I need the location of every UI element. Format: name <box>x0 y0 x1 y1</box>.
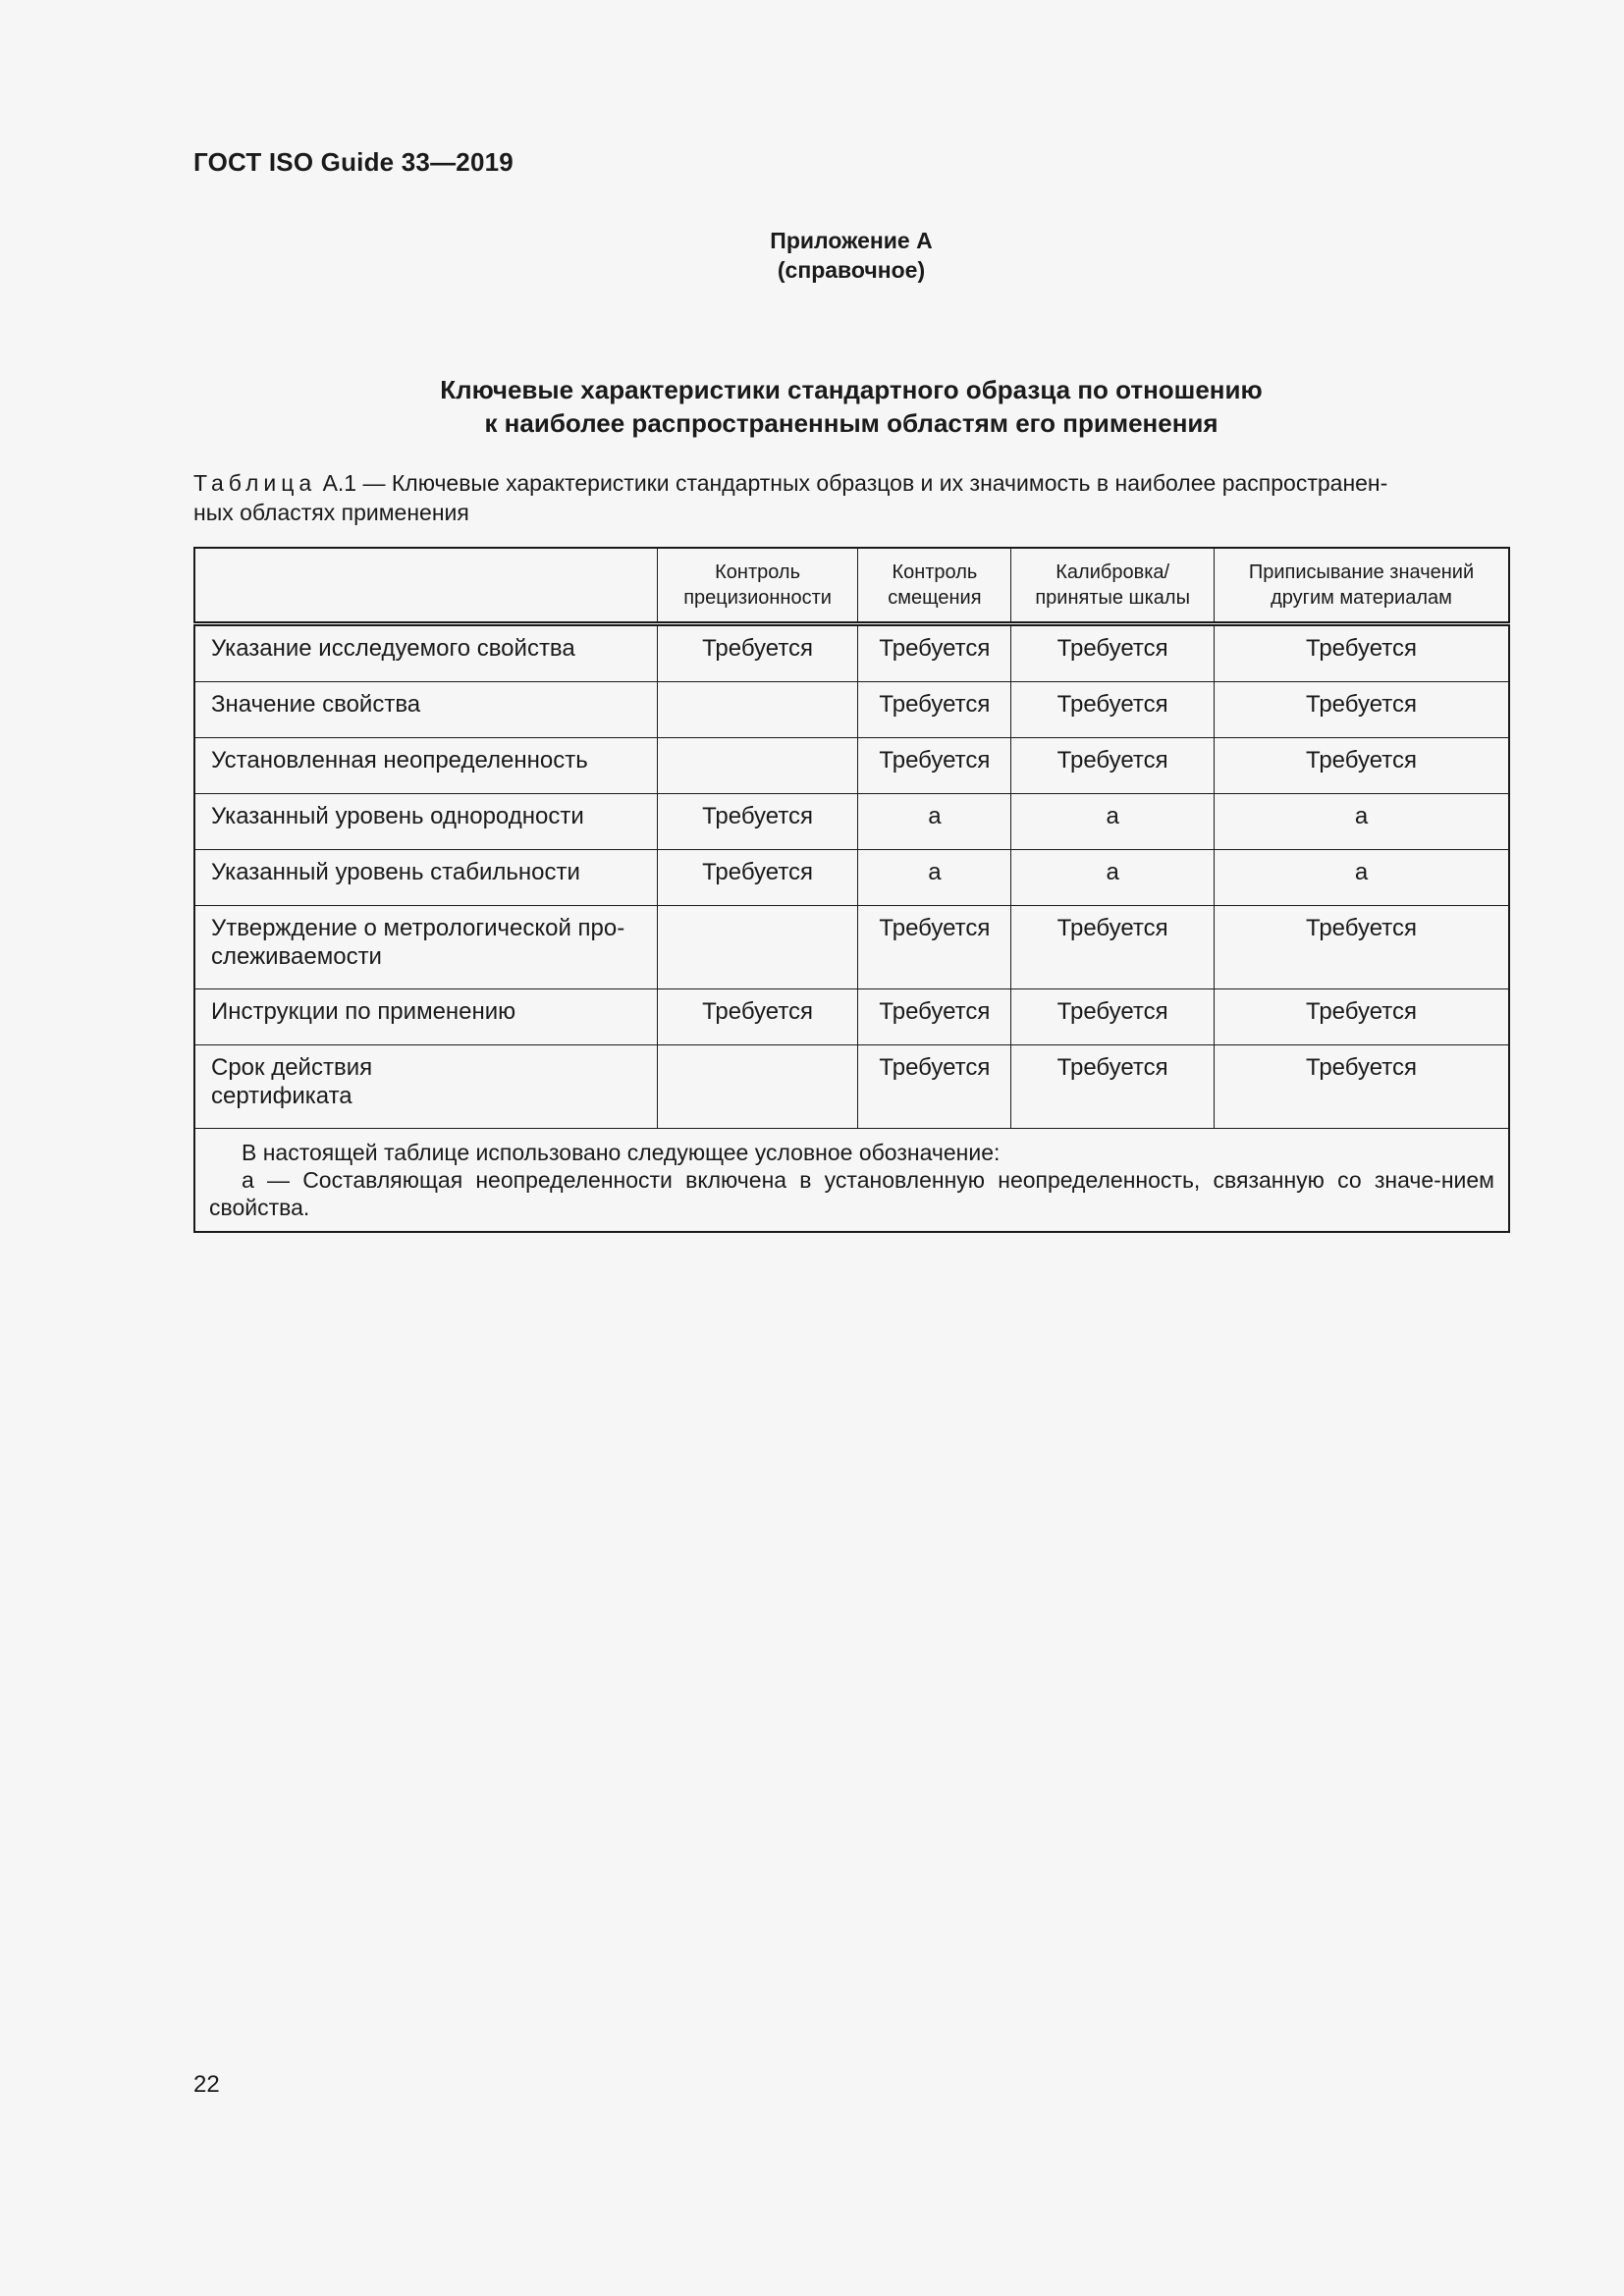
cell-value: Требуется <box>1011 682 1215 738</box>
cell-value: Требуется <box>1215 989 1510 1045</box>
table-header-row <box>194 548 1509 624</box>
cell-value: Требуется <box>1011 1045 1215 1129</box>
row-label: Указанный уровень стабильности <box>194 850 657 906</box>
row-label: Утверждение о метрологической про- слеживаемости <box>194 906 657 989</box>
cell-value: Требуется <box>1215 682 1510 738</box>
table-row <box>194 1045 1509 1129</box>
cell-value: Требуется <box>657 794 858 850</box>
column-header: Контроль смещения <box>858 548 1011 624</box>
row-label: Указанный уровень однородности <box>194 794 657 850</box>
cell-value: Требуется <box>858 906 1011 989</box>
table-caption <box>193 468 1509 527</box>
cell-value: Требуется <box>657 989 858 1045</box>
cell-value <box>657 738 858 794</box>
cell-value <box>657 906 858 989</box>
section-title-line1: Ключевые характеристики стандартного образца по отношению <box>440 375 1263 404</box>
column-header: Приписывание значений другим материалам <box>1215 548 1510 624</box>
cell-value: Требуется <box>1215 906 1510 989</box>
row-label: Срок действия сертификата <box>194 1045 657 1129</box>
table-note-line2: a — Составляющая неопределенности включена в установленную неопределенность, связанную со значе-нием свойства. <box>209 1167 1494 1220</box>
column-header: Контроль прецизионности <box>657 548 858 624</box>
table-caption-text-line1: А.1 — Ключевые характеристики стандартных образцов и их значимость в наиболее распространен- <box>316 470 1388 496</box>
cell-value: Требуется <box>858 682 1011 738</box>
table-note-line1: В настоящей таблице использовано следующее условное обозначение: <box>242 1140 1001 1165</box>
cell-value <box>657 1045 858 1129</box>
cell-value: a <box>1215 850 1510 906</box>
cell-value: Требуется <box>657 850 858 906</box>
table-note-row <box>194 1129 1509 1233</box>
cell-value: a <box>1011 794 1215 850</box>
appendix-title: Приложение А <box>770 228 933 253</box>
cell-value: a <box>1215 794 1510 850</box>
section-title <box>0 373 1624 440</box>
cell-value: Требуется <box>858 624 1011 682</box>
characteristics-table <box>193 547 1510 1233</box>
cell-value: Требуется <box>858 989 1011 1045</box>
page-number: 22 <box>193 2071 220 2098</box>
cell-value <box>657 682 858 738</box>
table-caption-text-line2: ных областях применения <box>193 500 469 525</box>
column-header: Калибровка/ принятые шкалы <box>1011 548 1215 624</box>
appendix-heading <box>0 226 1624 285</box>
document-code: ГОСТ ISO Guide 33—2019 <box>193 147 514 177</box>
row-label: Указание исследуемого свойства <box>194 624 657 682</box>
table-row <box>194 906 1509 989</box>
table-caption-label: Таблица <box>193 470 317 496</box>
table-row <box>194 850 1509 906</box>
table-row <box>194 624 1509 682</box>
table-row <box>194 794 1509 850</box>
cell-value: Требуется <box>1215 738 1510 794</box>
cell-value: a <box>858 850 1011 906</box>
cell-value: a <box>1011 850 1215 906</box>
cell-value: Требуется <box>1011 906 1215 989</box>
section-title-line2: к наиболее распространенным областям его применения <box>484 408 1218 438</box>
table-row <box>194 989 1509 1045</box>
cell-value: Требуется <box>1215 624 1510 682</box>
table-note <box>194 1129 1509 1233</box>
row-label: Установленная неопределенность <box>194 738 657 794</box>
cell-value: Требуется <box>858 738 1011 794</box>
cell-value: Требуется <box>1011 989 1215 1045</box>
cell-value: Требуется <box>657 624 858 682</box>
table-row <box>194 738 1509 794</box>
table-row <box>194 682 1509 738</box>
cell-value: Требуется <box>1215 1045 1510 1129</box>
cell-value: Требуется <box>1011 624 1215 682</box>
cell-value: Требуется <box>1011 738 1215 794</box>
row-label: Инструкции по применению <box>194 989 657 1045</box>
cell-value: a <box>858 794 1011 850</box>
cell-value: Требуется <box>858 1045 1011 1129</box>
row-label: Значение свойства <box>194 682 657 738</box>
column-header <box>194 548 657 624</box>
appendix-subtitle: (справочное) <box>777 257 926 283</box>
